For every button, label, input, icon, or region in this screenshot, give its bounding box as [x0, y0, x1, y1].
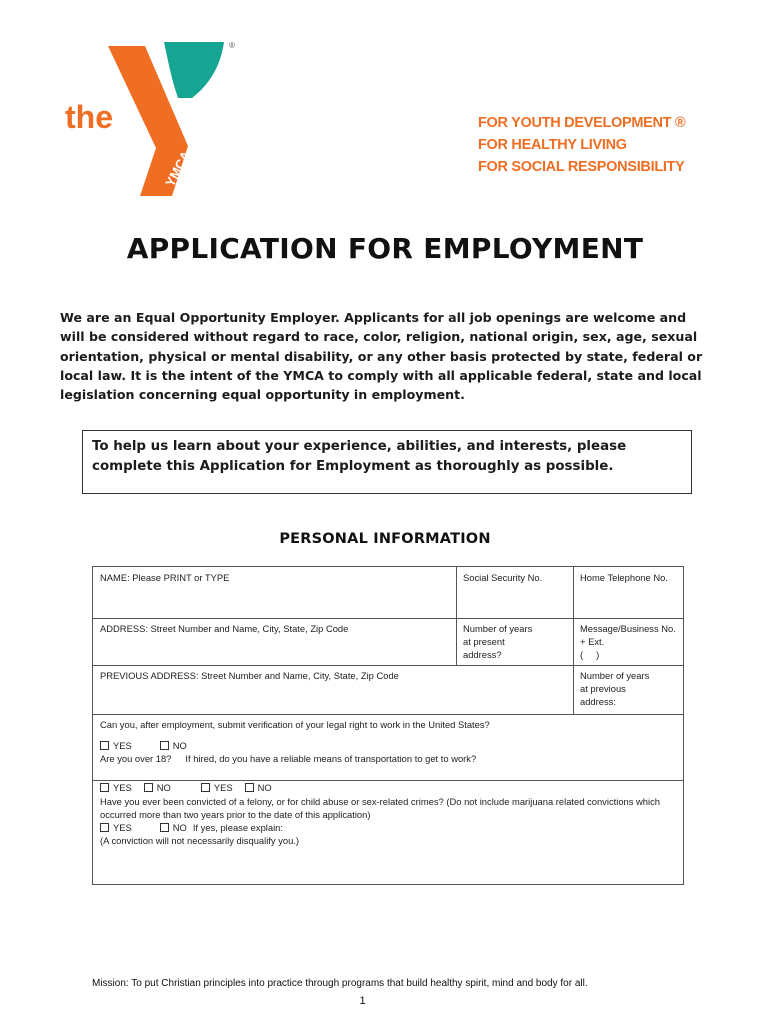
instructions-callout: To help us learn about your experience, abilities, and interests, please complete this Application for Employment as thoroughly as possible. — [82, 430, 692, 494]
business-phone-field[interactable] — [573, 618, 683, 665]
years-present-label-line: Number of years — [463, 623, 533, 634]
page-title: APPLICATION FOR EMPLOYMENT — [126, 232, 644, 265]
tagline-health: FOR HEALTHY LIVING — [478, 137, 627, 153]
years-present-label-line: at present — [463, 636, 505, 647]
personal-info-form — [92, 566, 684, 885]
address-field[interactable] — [93, 618, 456, 665]
registered-mark: ® — [229, 41, 235, 50]
y-logo-teal-stroke — [164, 42, 224, 98]
home-phone-label: Home Telephone No. — [580, 572, 668, 583]
felony-yes-checkbox[interactable] — [100, 823, 109, 832]
years-previous-label-line: Number of years — [580, 670, 650, 681]
conviction-note: (A conviction will not necessarily disqualify you.) — [100, 835, 300, 846]
felony-section[interactable] — [93, 791, 683, 884]
page-number: 1 — [359, 995, 366, 1007]
over-18-yes-label: YES — [113, 782, 132, 793]
business-phone-label-line: Message/Business No. — [580, 623, 676, 634]
ymca-logo-graphic — [60, 36, 260, 206]
work-verification-options — [100, 739, 676, 752]
years-previous-label-line: address: — [580, 696, 616, 707]
years-previous-label-line: at previous — [580, 683, 626, 694]
business-phone-label-line: ( ) — [580, 649, 600, 660]
if-yes-explain: If yes, please explain: — [192, 822, 283, 833]
logo-ymca-text: YMCA — [162, 148, 194, 190]
name-field[interactable] — [93, 567, 456, 618]
work-yes-checkbox[interactable] — [100, 741, 109, 750]
eoe-statement: We are an Equal Opportunity Employer. Applicants for all job openings are welcome and will be considered without regard to race, color, religion, national origin, sex, age, sexual orientation, physical or mental disability, or any other basis protected by state, federal or local law. It is the intent of the YMCA to comply with all applicable federal, state and local legislation concerning equal opportunity in employment. — [60, 310, 703, 403]
eligibility-questions — [93, 714, 683, 780]
work-no-checkbox[interactable] — [160, 741, 169, 750]
years-present-field[interactable] — [456, 618, 573, 665]
years-present-label-line: address? — [463, 649, 502, 660]
previous-address-field[interactable] — [93, 665, 573, 714]
business-phone-label-line: + Ext. — [580, 636, 605, 647]
work-verification-question: Can you, after employment, submit verification of your legal right to work in the United States? — [100, 719, 490, 730]
logo-the-text: the — [65, 99, 113, 135]
over-18-no-label: NO — [156, 782, 171, 793]
name-label: NAME: Please PRINT or TYPE — [100, 572, 230, 583]
tagline-social: FOR SOCIAL RESPONSIBILITY — [478, 159, 685, 175]
felony-no-label: NO — [172, 822, 187, 833]
years-previous-field[interactable] — [573, 665, 683, 714]
address-label: ADDRESS: Street Number and Name, City, State, Zip Code — [100, 623, 349, 634]
felony-no-checkbox[interactable] — [160, 823, 169, 832]
mission-statement: Mission: To put Christian principles into practice through programs that build healthy spirit, mind and body for all. — [92, 978, 588, 989]
ymca-logo — [60, 36, 260, 206]
age-transport-questions — [100, 752, 676, 765]
felony-yes-label: YES — [113, 822, 132, 833]
ssn-field[interactable] — [456, 567, 573, 618]
over-18-question: Are you over 18? — [100, 753, 172, 764]
work-yes-label: YES — [113, 740, 132, 751]
home-phone-field[interactable] — [573, 567, 683, 618]
transport-no-label: NO — [257, 782, 272, 793]
previous-address-label: PREVIOUS ADDRESS: Street Number and Name, City, State, Zip Code — [100, 670, 399, 681]
transport-yes-label: YES — [213, 782, 233, 793]
work-no-label: NO — [172, 740, 187, 751]
tagline-block — [478, 112, 738, 178]
tagline-youth: FOR YOUTH DEVELOPMENT ® — [478, 115, 686, 131]
transportation-question: If hired, do you have a reliable means of transportation to get to work? — [185, 753, 477, 764]
felony-question: Have you ever been convicted of a felony, or for child abuse or sex-related crimes? (Do not include marijuana related convictions which occurred more than two years prior to the date of this application) — [100, 796, 661, 820]
section-heading: PERSONAL INFORMATION — [279, 531, 491, 547]
ssn-label: Social Security No. — [463, 572, 543, 583]
